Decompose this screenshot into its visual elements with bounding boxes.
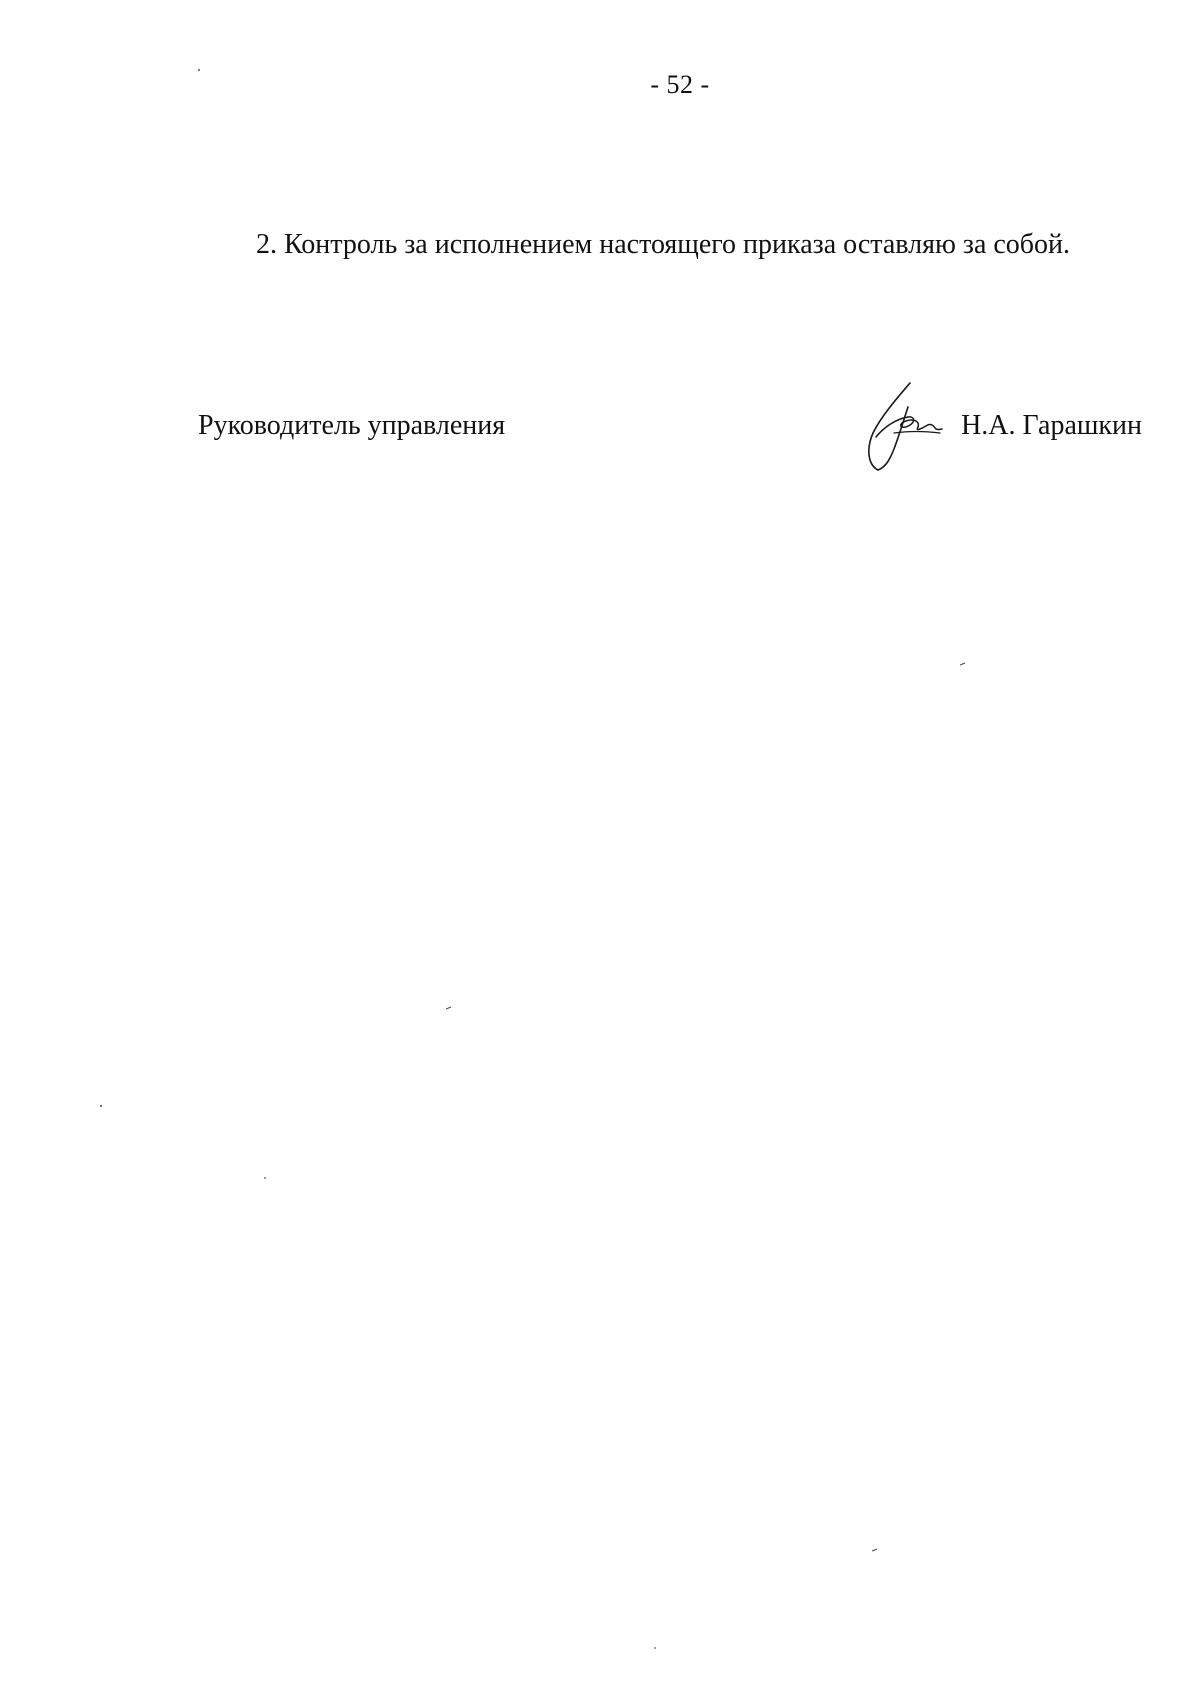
handwritten-signature-icon	[838, 375, 948, 485]
scan-speck	[652, 1646, 658, 1650]
signature-block	[198, 400, 1142, 480]
scan-speck	[196, 68, 202, 72]
signer-title: Руководитель управления	[198, 410, 506, 441]
scan-speck	[872, 1548, 878, 1552]
page-number: - 52 -	[650, 70, 710, 99]
scan-speck	[262, 1176, 268, 1180]
signer-name: Н.А. Гарашкин	[961, 410, 1142, 441]
scan-speck	[446, 1006, 452, 1010]
scan-speck	[960, 662, 966, 666]
scan-speck	[98, 1104, 104, 1108]
paragraph-control: 2. Контроль за исполнением настоящего приказа оставляю за собой.	[256, 229, 1071, 260]
